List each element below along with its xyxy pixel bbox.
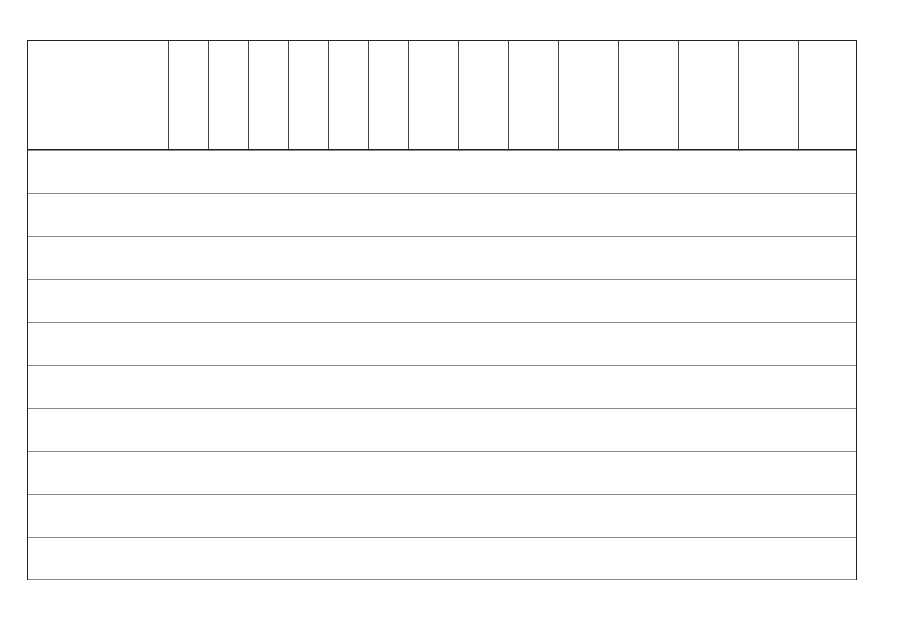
header-column-divider <box>368 41 369 149</box>
header-column-divider <box>328 41 329 149</box>
header-column-divider <box>508 41 509 149</box>
table-row-divider <box>28 451 856 452</box>
table-header <box>27 40 857 150</box>
header-column-divider <box>168 41 169 149</box>
table-row-divider <box>28 279 856 280</box>
header-column-divider <box>678 41 679 149</box>
table-row-divider <box>28 236 856 237</box>
header-column-divider <box>558 41 559 149</box>
table-row-divider <box>28 150 856 151</box>
table-row-divider <box>28 193 856 194</box>
table-row-divider <box>28 579 856 580</box>
table-row-divider <box>28 365 856 366</box>
table-row-divider <box>28 322 856 323</box>
table-body <box>27 150 857 580</box>
header-column-divider <box>208 41 209 149</box>
header-column-divider <box>738 41 739 149</box>
header-column-divider <box>288 41 289 149</box>
table-row-divider <box>28 494 856 495</box>
header-column-divider <box>248 41 249 149</box>
header-column-divider <box>798 41 799 149</box>
header-column-divider <box>458 41 459 149</box>
header-column-divider <box>618 41 619 149</box>
table-row-divider <box>28 408 856 409</box>
header-column-divider <box>408 41 409 149</box>
table-row-divider <box>28 537 856 538</box>
